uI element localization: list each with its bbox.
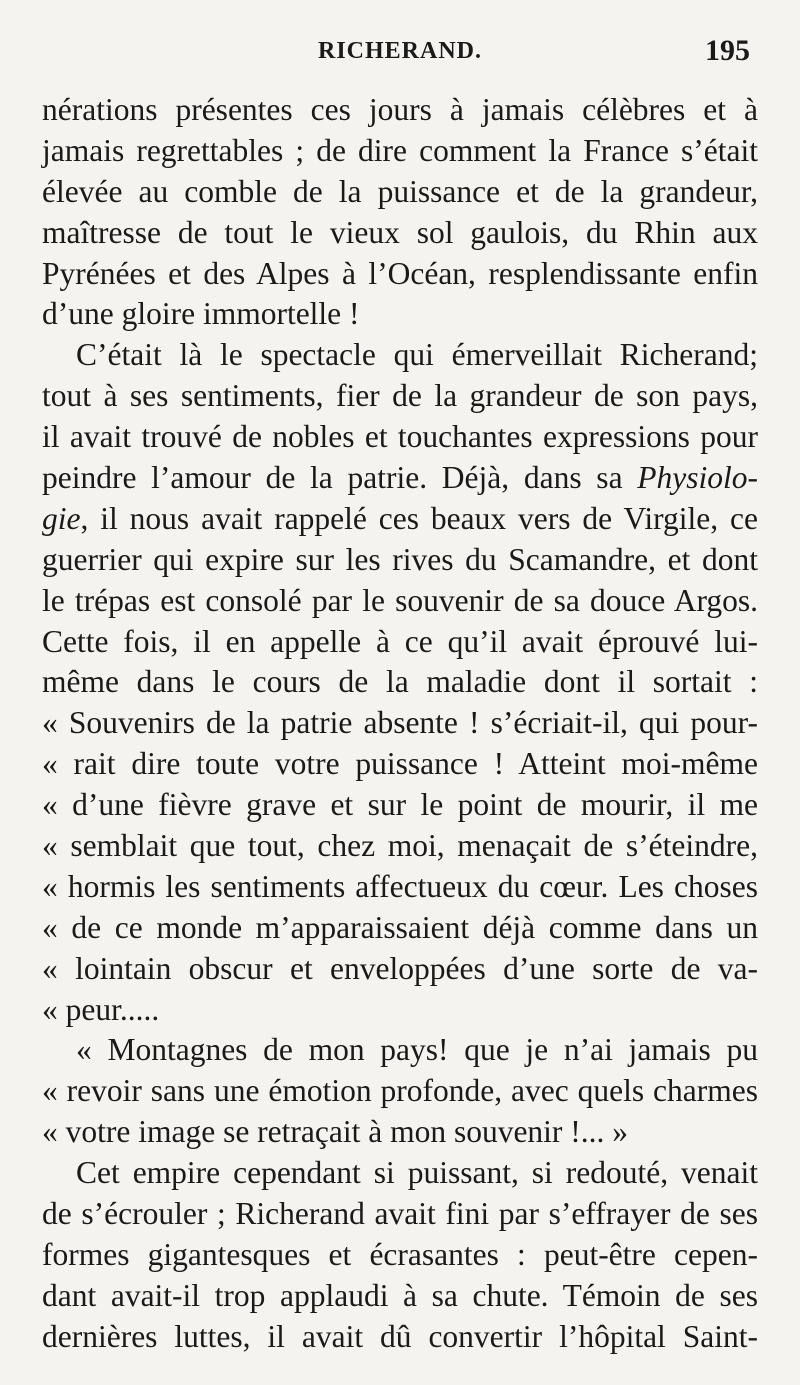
page-number: 195: [705, 34, 750, 67]
text-line: [42, 499, 758, 540]
text-line: « semblait que tout, chez moi, menaçait de s’éteindre,: [42, 828, 758, 864]
text-line: « Souvenirs de la patrie absente ! s’écriait-il, qui pour-: [42, 705, 758, 741]
text-segment: peindre l’amour de la patrie. Déjà, dans sa: [42, 460, 638, 496]
running-title: RICHERAND.: [317, 38, 482, 64]
text-line: « d’une fièvre grave et sur le point de mourir, il me: [42, 787, 758, 823]
text-line: le trépas est consolé par le souvenir de sa douce Argos.: [42, 582, 758, 618]
text-line: « votre image se retraçait à mon souvenir !... »: [42, 1114, 629, 1150]
text-segment: , il nous avait rappelé ces beaux vers de Virgile, ce: [80, 500, 758, 536]
text-line: « de ce monde m’apparaissaient déjà comme dans un: [42, 909, 758, 945]
text-line: Cet empire cependant si puissant, si redouté, venait: [76, 1155, 758, 1191]
text-line: Pyrénées et des Alpes à l’Océan, resplendissante enfin: [42, 255, 758, 291]
italic-text-segment: gie: [42, 500, 81, 536]
text-line: jamais regrettables ; de dire comment la France s’était: [42, 132, 758, 168]
text-line: « Montagnes de mon pays! que je n’ai jamais pu: [76, 1032, 758, 1068]
text-line: maîtresse de tout le vieux sol gaulois, du Rhin aux: [42, 214, 758, 250]
text-line: tout à ses sentiments, fier de la grandeur de son pays,: [42, 378, 758, 414]
text-line: « rait dire toute votre puissance ! Atteint moi-même: [42, 746, 758, 782]
text-line: formes gigantesques et écrasantes : peut-être cepen-: [42, 1236, 758, 1272]
italic-text-segment: Physiolo-: [637, 460, 758, 496]
text-line: Cette fois, il en appelle à ce qu’il avait éprouvé lui-: [42, 623, 758, 659]
text-line: dant avait-il trop applaudi à sa chute. Témoin de ses: [42, 1277, 758, 1313]
text-line: d’une gloire immortelle !: [42, 296, 360, 332]
text-line: même dans le cours de la maladie dont il sortait :: [42, 664, 758, 700]
text-line: « peur.....: [42, 991, 160, 1027]
text-line: [42, 458, 758, 499]
text-line: élevée au comble de la puissance et de la grandeur,: [42, 173, 758, 209]
text-line: « hormis les sentiments affectueux du cœur. Les choses: [42, 868, 758, 904]
text-line: « revoir sans une émotion profonde, avec quels charmes: [42, 1073, 758, 1109]
text-line: dernières luttes, il avait dû convertir l’hôpital Saint-: [42, 1318, 758, 1354]
text-line: C’était là le spectacle qui émerveillait Richerand;: [76, 337, 758, 373]
body-text: [42, 90, 758, 1358]
text-line: guerrier qui expire sur les rives du Scamandre, et dont: [42, 541, 758, 577]
text-line: de s’écrouler ; Richerand avait fini par s’effrayer de ses: [42, 1196, 758, 1232]
text-line: nérations présentes ces jours à jamais célèbres et à: [42, 92, 758, 127]
running-head: [42, 34, 758, 90]
text-line: il avait trouvé de nobles et touchantes expressions pour: [42, 419, 758, 455]
text-line: « lointain obscur et enveloppées d’une sorte de va-: [42, 950, 758, 986]
